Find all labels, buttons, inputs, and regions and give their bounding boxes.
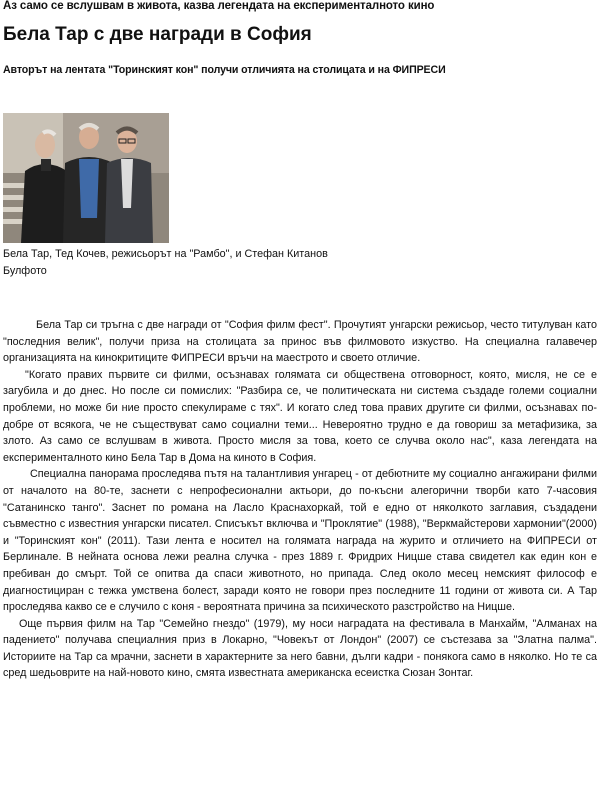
article-photo xyxy=(3,113,169,243)
article-paragraph: Специална панорама проследява пътя на талантливия унгарец - от дебютните му социално ангажирани филми от началото на 80-те, заснети с непрофесионални актьори, до по-късни алегорични творби като 7-часовия "Сатанинско танго". Заснет по романа на Ласло Краснахоркай, той е едно от няколкото заглавия, създадени съвместно с известния унгарски писател. Списъкът включва и "Проклятие" (1988), "Веркмайстерови хармонии"(2000) и "Торинският кон" (2011). Тази лента е носител на голямата награда на журито и отличието на ФИПРЕСИ от Берлинале. В нейната основа лежи реална случка - през 1889 г. Фридрих Ницше става свидетел как един кон е пребиван до смърт. Той се опитва да спаси животното, но припада. След около месец немският философ е диагностициран с тежка умствена болест, заради която не говори през последните 11 години от живота си. А Тар проследява какво се е случило с коня - вероятната причина за психическото разстройство на Ницше. xyxy=(3,468,597,614)
article-body xyxy=(3,317,597,682)
photo-credit: Булфото xyxy=(3,265,47,277)
article-subheadline: Авторът на лентата "Торинският кон" получи отличията на столицата и на ФИПРЕСИ xyxy=(3,64,446,76)
article-paragraph: Бела Тар си тръгна с две награди от "София филм фест". Прочутият унгарски режисьор, често титулуван като "последния велик", получи приза на столицата за принос във филмовото изкуство. На специална галавечер организацията на кинокритиците ФИПРЕСИ връчи на маестрото и своето отличие. xyxy=(3,319,597,365)
photo-caption: Бела Тар, Тед Кочев, режисьорът на "Рамбо", и Стефан Китанов xyxy=(3,248,328,260)
photo-illustration xyxy=(3,113,169,243)
article-paragraph: "Когато правих първите си филми, осъзнавах голямата си обществена отговорност, която, мисля, не се е загубила и до днес. Но после си помислих: "Разбира се, че политическата ни система създаде големи социални проблеми, но може би ние просто спекулираме с тях". И когато след това правих другите си филми, осъзнавах по-добре от всякога, че не съществуват само социални теми... Невероятно трудно е да говориш за метафизика, за злото. Аз само се вслушвам в живота. Просто мисля за това, което се случва около нас", каза легендата на експерименталното кино Бела Тар в Дома на киното в София. xyxy=(3,368,597,464)
photo-caption-block xyxy=(3,246,328,280)
article-paragraph: Още първия филм на Тар "Семейно гнездо" (1979), му носи наградата на фестивала в Манхайм, "Алманах на падението" получава специалния приз в Локарно, "Човекът от Лондон" (2007) се състезава за "Златна палма". Историите на Тар са мрачни, заснети в характерните за него бавни, дълги кадри - понякога само в няколко. Но те са сред шедьоврите на най-новото кино, смята известната американска есеистка Сюзан Зонтаг. xyxy=(3,617,597,680)
article-headline: Бела Тар с две награди в София xyxy=(3,24,312,45)
article-kicker: Аз само се вслушвам в живота, казва легендата на експерименталното кино xyxy=(3,0,435,12)
